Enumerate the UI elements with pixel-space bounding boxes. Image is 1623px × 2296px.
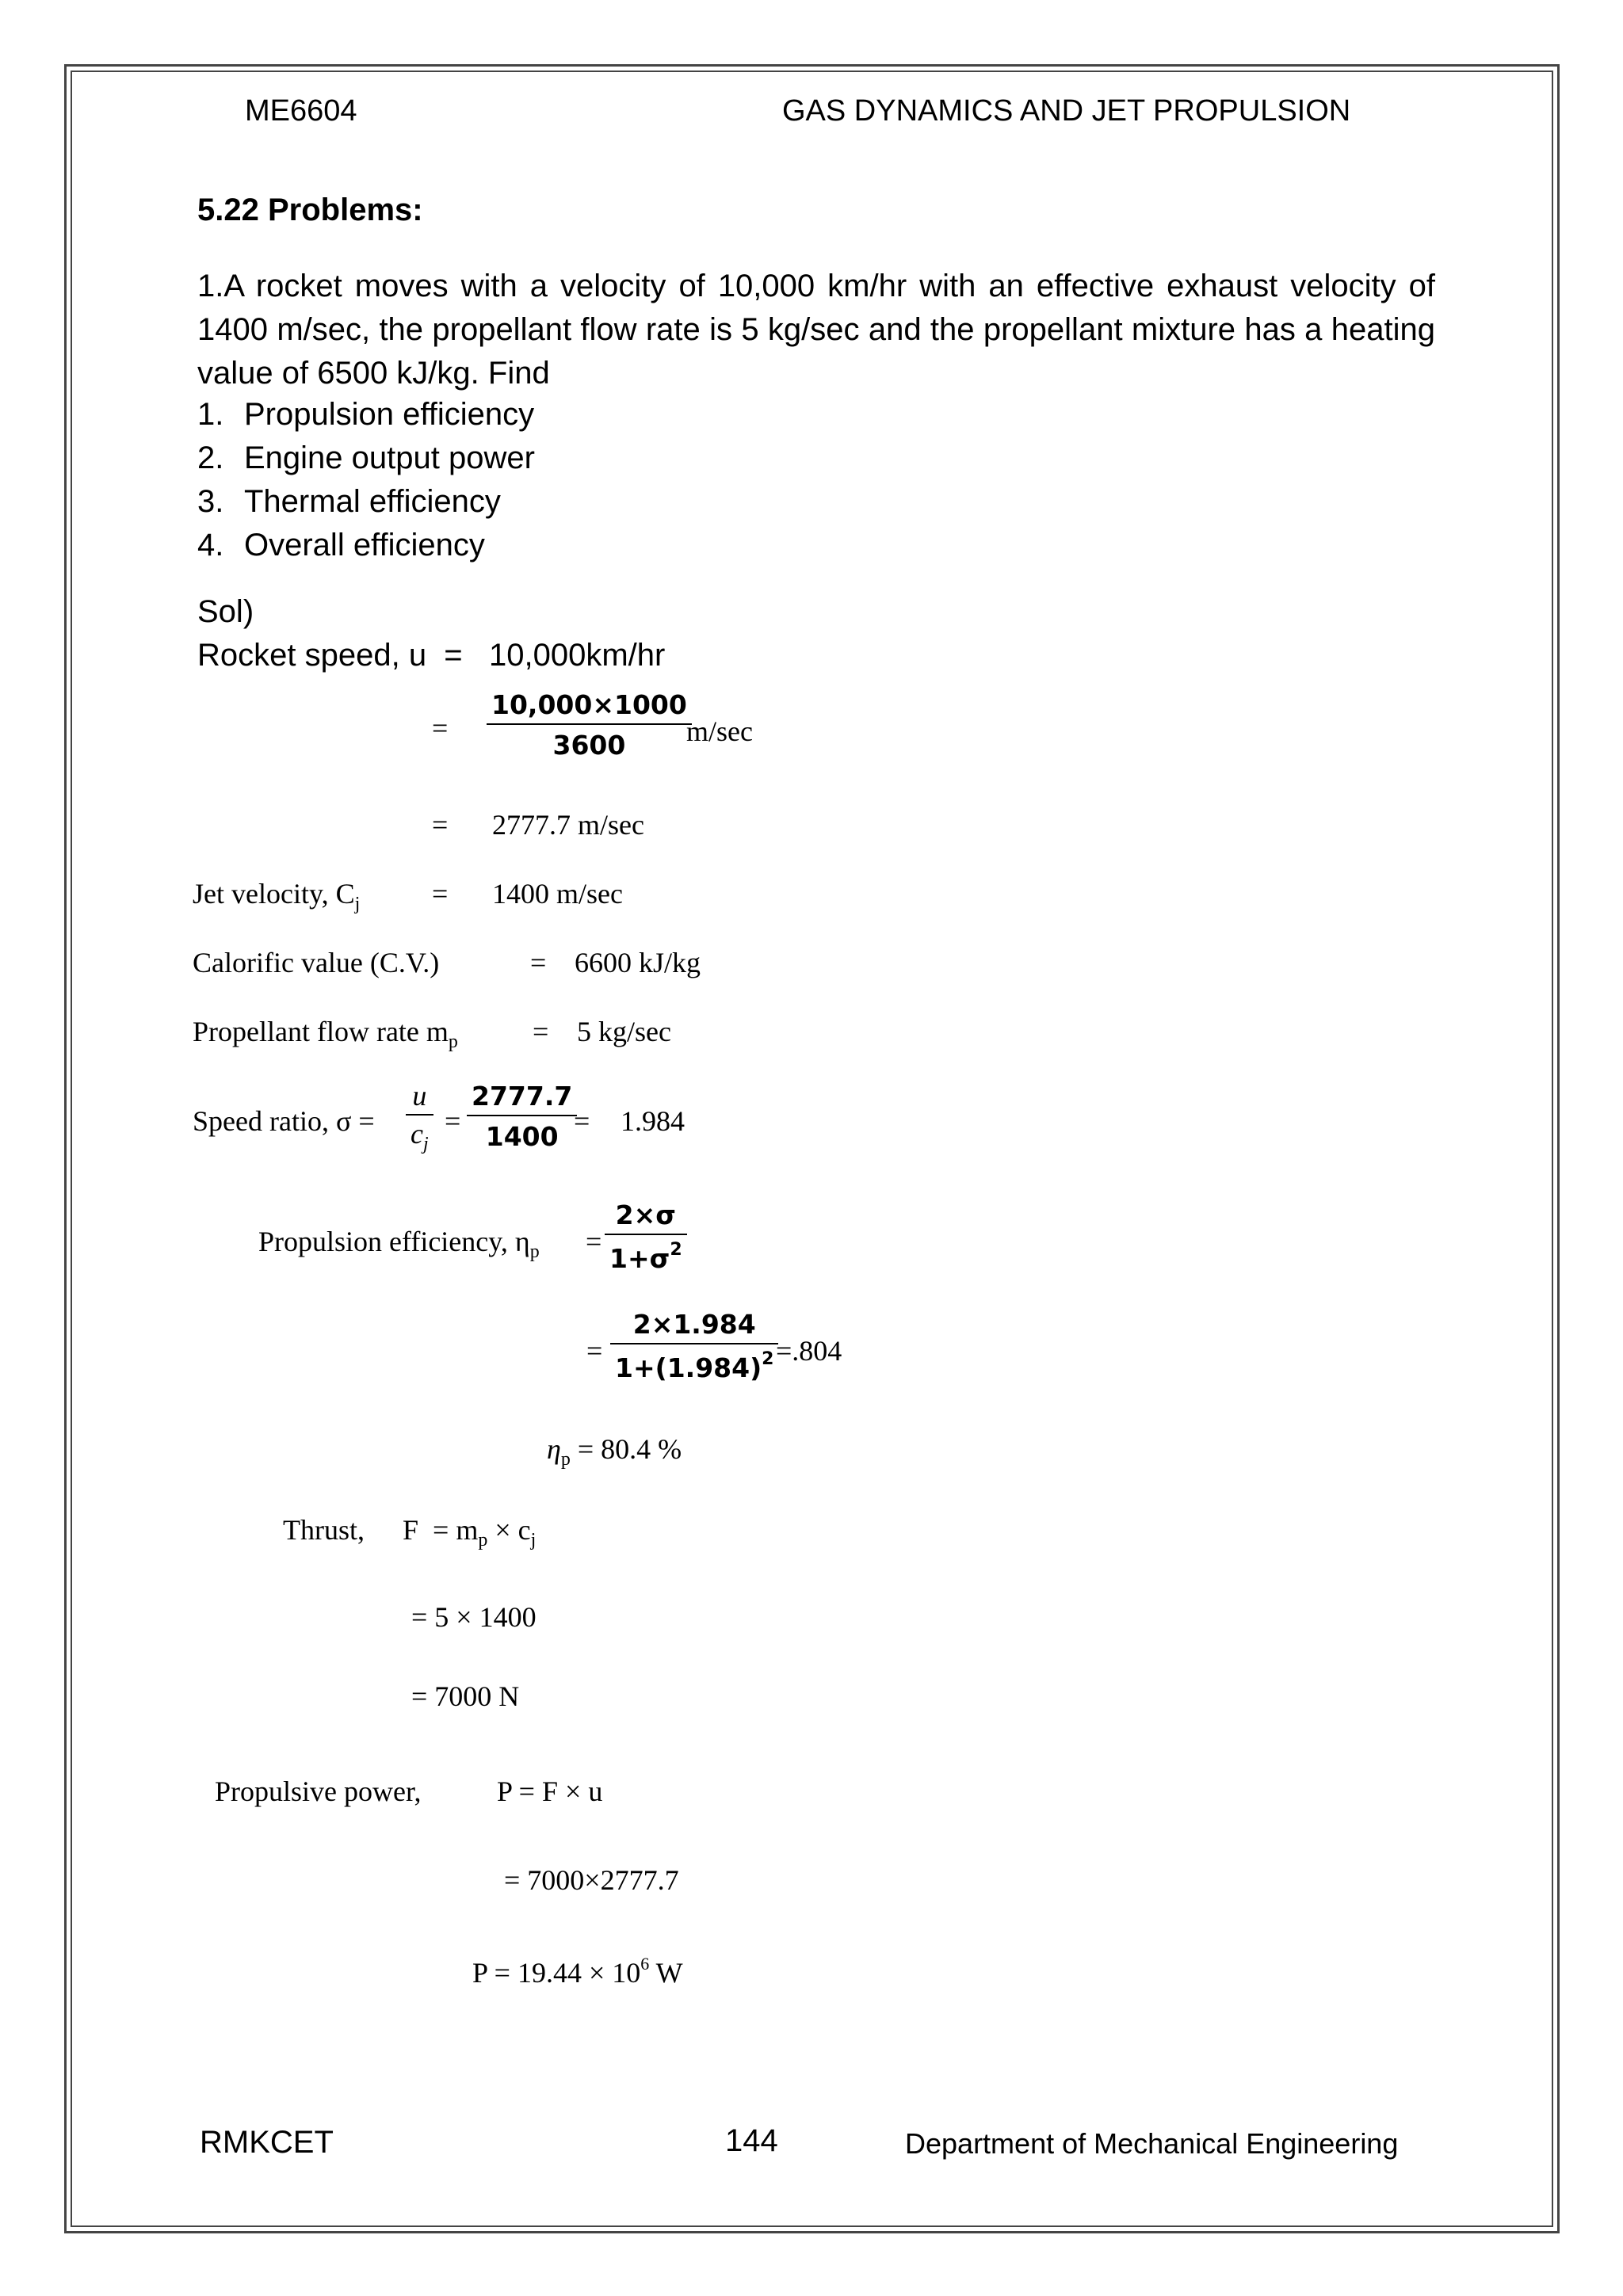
- equals-sign: =: [432, 712, 449, 744]
- thrust-formula: $F = m_p \times c_j$: [403, 1514, 537, 1550]
- question-item: [197, 480, 535, 524]
- question-text: Engine output power: [244, 441, 535, 475]
- thrust-step: = 5 × 1400: [411, 1601, 537, 1633]
- fraction-numerator: 10,000×1000: [491, 689, 687, 720]
- question-number: 2.: [197, 441, 224, 475]
- equals-sign: =: [574, 1105, 590, 1137]
- solution-label: Sol): [197, 594, 254, 629]
- question-list: [197, 393, 535, 567]
- speed-ratio-label: Speed ratio, σ =: [193, 1105, 375, 1137]
- power-step: = 7000×2777.7: [504, 1864, 679, 1896]
- thrust-result: = 7000 N: [411, 1680, 520, 1712]
- header-course-code: ME6604: [245, 94, 357, 128]
- power-formula: P = F × u: [497, 1775, 603, 1807]
- equals-sign: =: [432, 878, 449, 910]
- equals-sign: =: [586, 1335, 603, 1367]
- efficiency-final: $\eta_p = 80.4$ %: [547, 1433, 682, 1470]
- efficiency-result: =.804: [776, 1335, 842, 1367]
- jet-velocity-label: Jet velocity, $C_j$: [193, 878, 361, 914]
- flow-rate-value: 5 kg/sec: [577, 1016, 671, 1047]
- footer-page-number: 144: [725, 2123, 778, 2158]
- question-text: Thermal efficiency: [244, 484, 501, 519]
- power-label: Propulsive power,: [215, 1775, 422, 1807]
- rocket-speed-line: Rocket speed, u = 10,000km/hr: [197, 638, 666, 673]
- question-item: [197, 437, 535, 480]
- thrust-label: Thrust,: [283, 1514, 365, 1546]
- speed-conversion-fraction: [487, 689, 692, 761]
- question-number: 1.: [197, 397, 224, 432]
- question-text: Overall efficiency: [244, 528, 485, 563]
- question-item: [197, 393, 535, 437]
- jet-velocity-value: 1400 m/sec: [492, 878, 623, 910]
- footer-department: Department of Mechanical Engineering: [905, 2127, 1399, 2160]
- speed-result: 2777.7 m/sec: [492, 809, 644, 841]
- equals-sign: =: [530, 947, 547, 978]
- efficiency-fraction-symbolic: 2×σ $1+\sigma^2$: [605, 1199, 687, 1274]
- equals-sign: =: [445, 1105, 461, 1137]
- question-number: 3.: [197, 484, 224, 519]
- speed-ratio-fraction-numeric: 2777.7 1400: [467, 1081, 577, 1152]
- flow-rate-label: Propellant flow rate $m_p$: [193, 1016, 458, 1052]
- section-title: 5.22 Problems:: [197, 193, 423, 227]
- speed-ratio-fraction-symbolic: u $c_j$: [406, 1079, 433, 1155]
- equals-sign: =: [533, 1016, 549, 1047]
- question-item: [197, 524, 535, 567]
- speed-conversion-unit: m/sec: [686, 715, 753, 747]
- calorific-value-label: Calorific value (C.V.): [193, 947, 440, 978]
- problem-statement: 1.A rocket moves with a velocity of 10,000 km/hr with an effective exhaust velocity of 1400 m/sec, the propellant flow rate is 5 kg/sec and the propellant mixture has a heating value of 6500 kJ/kg. Find: [197, 269, 1435, 391]
- speed-ratio-result: 1.984: [621, 1105, 685, 1137]
- question-text: Propulsion efficiency: [244, 397, 535, 432]
- propulsion-efficiency-label: Propulsion efficiency, $\eta_p$: [258, 1226, 540, 1262]
- question-number: 4.: [197, 528, 224, 563]
- power-result: $P = 19.44 \times 10^6$ W: [472, 1954, 683, 1989]
- footer-institution: RMKCET: [200, 2125, 334, 2160]
- efficiency-fraction-numeric: 2×1.984 $1+(1.984)^2$: [610, 1309, 778, 1383]
- fraction-denominator: 3600: [552, 730, 626, 761]
- calorific-value: 6600 kJ/kg: [575, 947, 701, 978]
- equals-sign: =: [432, 809, 449, 841]
- equals-sign: =: [586, 1226, 602, 1257]
- header-course-title: GAS DYNAMICS AND JET PROPULSION: [782, 94, 1351, 128]
